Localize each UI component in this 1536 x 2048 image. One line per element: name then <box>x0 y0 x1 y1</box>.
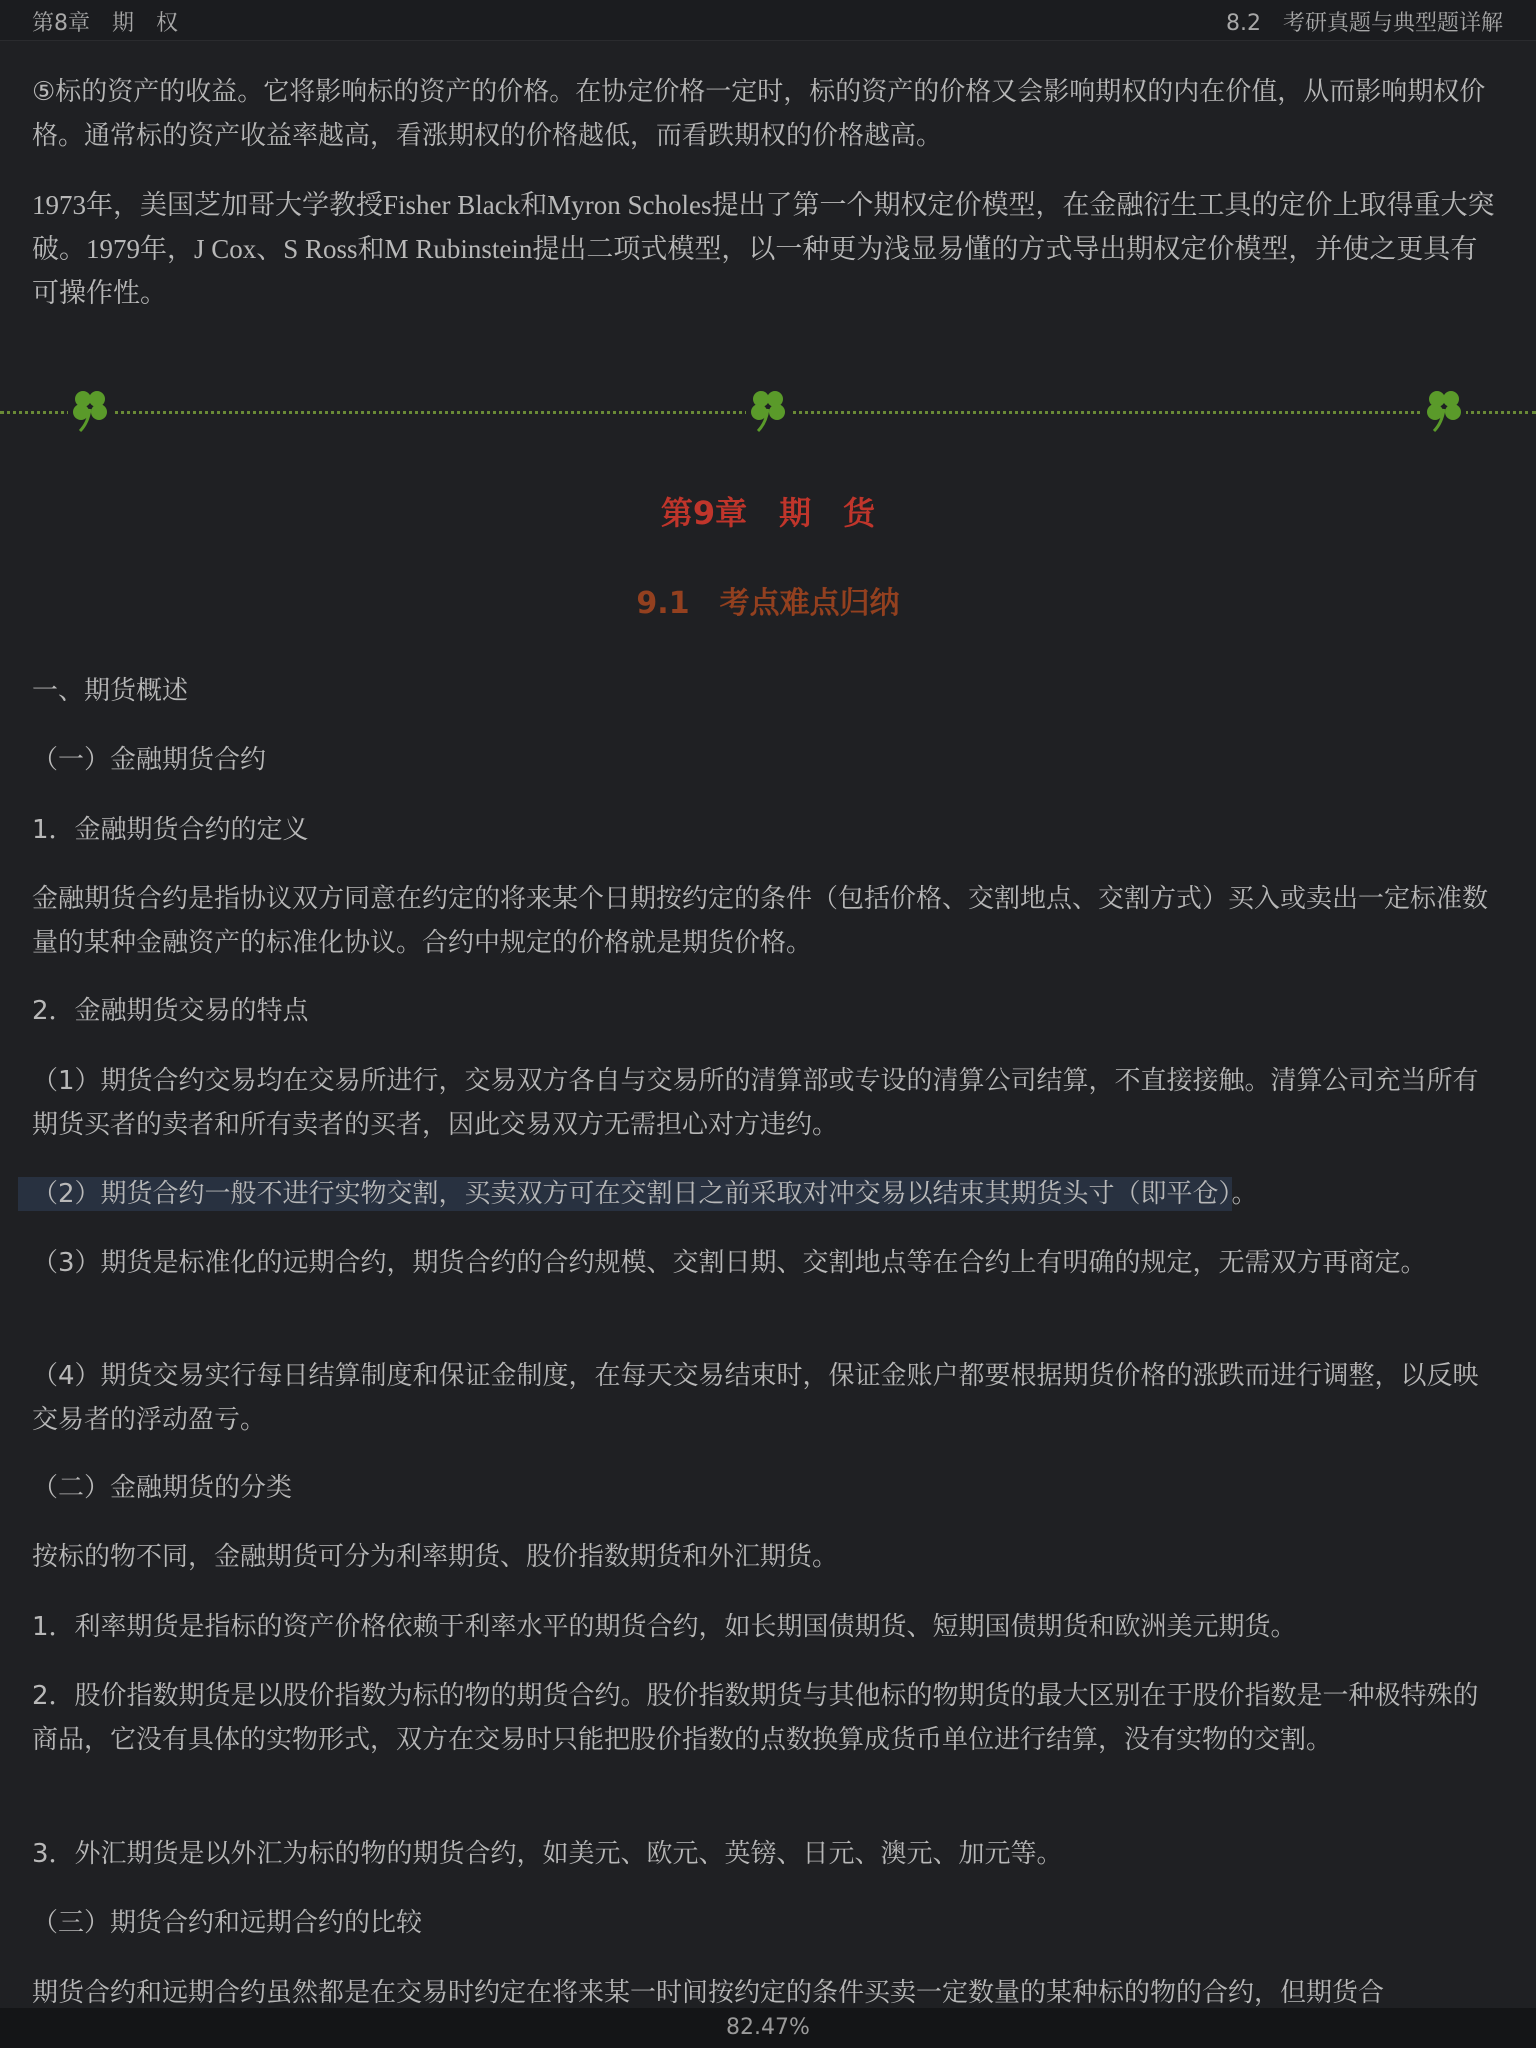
clover-icon <box>68 385 112 435</box>
section-title: 9.1 考点难点归纳 <box>636 586 900 621</box>
paragraph-feature-4: （4）期货交易实行每日结算制度和保证金制度，在每天交易结束时，保证金账户都要根据期货价格的涨跌而进行调整，以反映交易者的浮动盈亏。 <box>32 1361 1479 1435</box>
header-chapter-title: 第8章 期 权 <box>32 11 178 36</box>
paragraph-interest-rate-futures: 1．利率期货是指标的资产价格依赖于利率水平的期货合约，如长期国债期货、短期国债期货和欧洲美元期货。 <box>32 1612 1297 1642</box>
clover-icon <box>746 385 790 435</box>
reader-header <box>0 0 1536 41</box>
heading-characteristics: 2．金融期货交易的特点 <box>32 996 309 1026</box>
paragraph-option-pricing-history: 1973年，美国芝加哥大学教授Fisher Black和Myron Scholes提出了第一个期权定价模型，在金融衍生工具的定价上取得重大突破。1979年，J Cox、S Ross和M Rubinstein提出二项式模型，以一种更为浅显易懂的方式导出期权定价模型，并使之更具有可操作性。 <box>32 190 1495 308</box>
heading-comparison: （三）期货合约和远期合约的比较 <box>32 1908 423 1938</box>
paragraph-index-futures: 2．股价指数期货是以股价指数为标的物的期货合约。股价指数期货与其他标的物期货的最大区别在于股价指数是一种极特殊的商品，它没有具体的实物形式，双方在交易时只能把股价指数的点数换算成货币单位进行结算，没有实物的交割。 <box>32 1681 1479 1755</box>
paragraph-feature-3: （3）期货是标准化的远期合约，期货合约的合约规模、交割日期、交割地点等在合约上有明确的规定，无需双方再商定。 <box>32 1248 1427 1278</box>
heading-definition: 1．金融期货合约的定义 <box>32 815 309 845</box>
heading-financial-futures-contract: （一）金融期货合约 <box>32 745 267 775</box>
header-section-title: 8.2 考研真题与典型题详解 <box>1226 11 1503 36</box>
paragraph-classification-intro: 按标的物不同，金融期货可分为利率期货、股价指数期货和外汇期货。 <box>32 1542 839 1572</box>
paragraph-feature-1: （1）期货合约交易均在交易所进行，交易双方各自与交易所的清算部或专设的清算公司结算，不直接接触。清算公司充当所有期货买者的卖者和所有卖者的买者，因此交易双方无需担心对方违约。 <box>32 1066 1479 1140</box>
clover-icon <box>1422 385 1466 435</box>
paragraph-comparison: 期货合约和远期合约虽然都是在交易时约定在将来某一时间按约定的条件买卖一定数量的某种标的物的合约，但期货合 <box>32 1978 1385 2008</box>
paragraph-definition: 金融期货合约是指协议双方同意在约定的将来某个日期按约定的条件（包括价格、交割地点、交割方式）买入或卖出一定标准数量的某种金融资产的标准化协议。合约中规定的价格就是期货价格。 <box>32 884 1489 958</box>
sentence-end: 。 <box>1231 1179 1258 1209</box>
paragraph-feature-2 <box>32 1172 1504 1216</box>
paragraph-underlying-income: ⑤标的资产的收益。它将影响标的资产的价格。在协定价格一定时，标的资产的价格又会影响期权的内在价值，从而影响期权价格。通常标的资产收益率越高，看涨期权的价格越低，而看跌期权的价格越高。 <box>32 77 1486 151</box>
reading-progress: 82.47% <box>0 2008 1536 2048</box>
paragraph-fx-futures: 3．外汇期货是以外汇为标的物的期货合约，如美元、欧元、英镑、日元、澳元、加元等。 <box>32 1839 1063 1869</box>
heading-classification: （二）金融期货的分类 <box>32 1473 293 1503</box>
text-selection-highlight[interactable]: （2）期货合约一般不进行实物交割，买卖双方可在交割日之前采取对冲交易以结束其期货头寸（即平仓） <box>18 1177 1232 1211</box>
chapter-title: 第9章 期 货 <box>660 494 876 532</box>
heading-futures-overview: 一、期货概述 <box>32 676 189 706</box>
